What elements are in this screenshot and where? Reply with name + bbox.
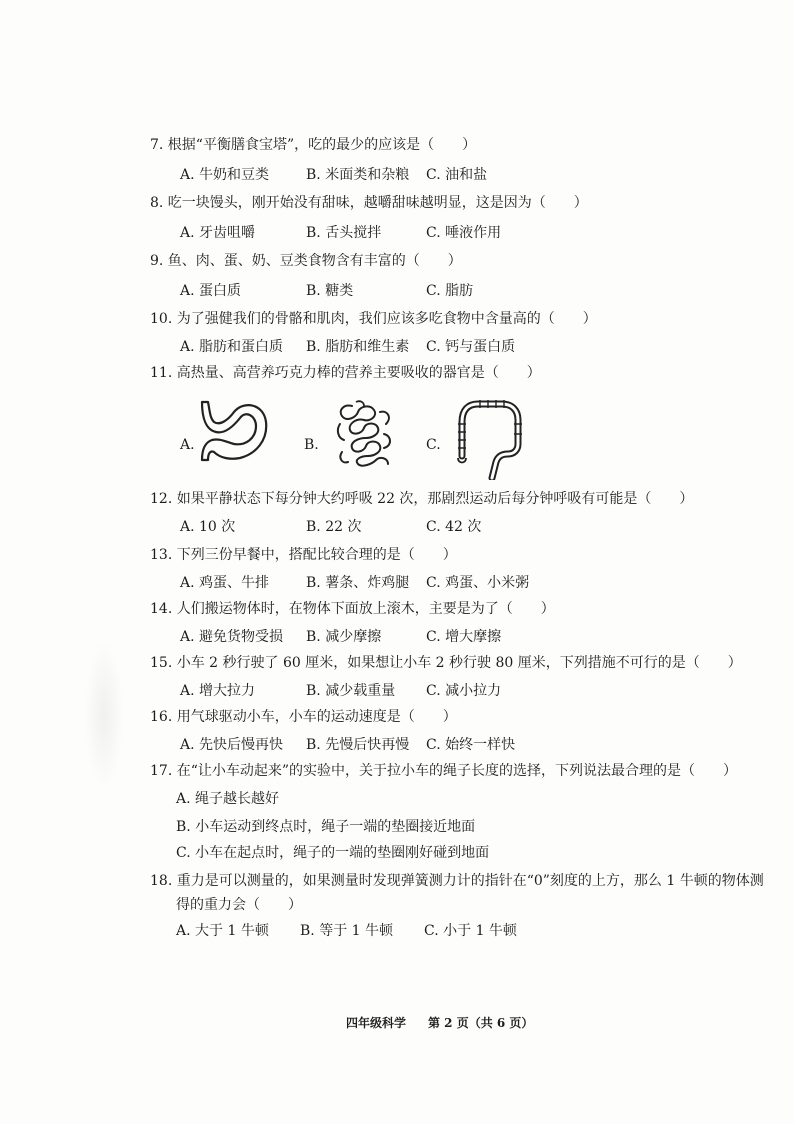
- q17-option-b: B. 小车运动到终点时，绳子一端的垫圈接近地面: [176, 819, 476, 835]
- q12-option-a: A. 10 次: [180, 519, 236, 535]
- q14-option-a: A. 避免货物受损: [180, 629, 284, 645]
- question-10: 10. 为了强健我们的骨骼和肌肉，我们应该多吃食物中含量高的（ ）: [150, 311, 597, 327]
- q7-option-b: B. 米面类和杂粮: [306, 167, 410, 183]
- q18-option-b: B. 等于 1 牛顿: [300, 923, 393, 939]
- q18-option-c: C. 小于 1 牛顿: [424, 923, 517, 939]
- q7-option-c: C. 油和盐: [426, 167, 488, 183]
- q7-option-a: A. 牛奶和豆类: [180, 167, 270, 183]
- question-17: 17. 在“让小车动起来”的实验中，关于拉小车的绳子长度的选择，下列说法最合理的是（ ）: [150, 763, 738, 779]
- question-15: 15. 小车 2 秒行驶了 60 厘米，如果想让小车 2 秒行驶 80 厘米，下列措施不可行的是（ ）: [150, 655, 742, 671]
- q9-option-c: C. 脂肪: [426, 283, 474, 299]
- q16-option-c: C. 始终一样快: [426, 737, 516, 753]
- q14-option-b: B. 减少摩擦: [306, 629, 382, 645]
- q16-option-b: B. 先慢后快再慢: [306, 737, 410, 753]
- q10-option-c: C. 钙与蛋白质: [426, 339, 516, 355]
- question-11: 11. 高热量、高营养巧克力棒的营养主要吸收的器官是（ ）: [150, 365, 541, 381]
- footer-subject: 四年级科学: [346, 1016, 407, 1030]
- q12-option-b: B. 22 次: [306, 519, 362, 535]
- question-8: 8. 吃一块馒头，刚开始没有甜味，越嚼甜味越明显，这是因为（ ）: [150, 195, 588, 211]
- q12-option-c: C. 42 次: [426, 519, 482, 535]
- q17-option-a: A. 绳子越长越好: [176, 791, 280, 807]
- q16-option-a: A. 先快后慢再快: [180, 737, 284, 753]
- question-7: 7. 根据“平衡膳食宝塔”，吃的最少的应该是（ ）: [150, 137, 477, 153]
- q11-option-b: B.: [304, 437, 319, 453]
- q8-option-a: A. 牙齿咀嚼: [180, 225, 256, 241]
- stomach-icon: [200, 398, 276, 468]
- q11-option-c: C.: [426, 437, 441, 453]
- footer-page-number: 第 2 页（共 6 页）: [428, 1016, 534, 1030]
- q13-option-a: A. 鸡蛋、牛排: [180, 575, 270, 591]
- question-18-continued: 得的重力会（ ）: [176, 897, 302, 913]
- question-12: 12. 如果平静状态下每分钟大约呼吸 22 次，那剧烈运动后每分钟呼吸有可能是（ ）: [150, 491, 694, 507]
- question-14: 14. 人们搬运物体时，在物体下面放上滚木，主要是为了（ ）: [150, 601, 555, 617]
- q10-option-a: A. 脂肪和蛋白质: [180, 339, 284, 355]
- question-16: 16. 用气球驱动小车，小车的运动速度是（ ）: [150, 709, 457, 725]
- question-9: 9. 鱼、肉、蛋、奶、豆类食物含有丰富的（ ）: [150, 253, 462, 269]
- small-intestine-icon: [330, 398, 400, 472]
- q9-option-b: B. 糖类: [306, 283, 354, 299]
- large-intestine-icon: [452, 394, 526, 480]
- q17-option-c: C. 小车在起点时，绳子的一端的垫圈刚好碰到地面: [176, 845, 490, 861]
- q13-option-c: C. 鸡蛋、小米粥: [426, 575, 530, 591]
- q11-option-a: A.: [180, 437, 195, 453]
- q14-option-c: C. 增大摩擦: [426, 629, 502, 645]
- q15-option-a: A. 增大拉力: [180, 683, 256, 699]
- q8-option-b: B. 舌头搅拌: [306, 225, 382, 241]
- q15-option-b: B. 减少载重量: [306, 683, 396, 699]
- question-13: 13. 下列三份早餐中，搭配比较合理的是（ ）: [150, 547, 457, 563]
- q10-option-b: B. 脂肪和维生素: [306, 339, 410, 355]
- q15-option-c: C. 减小拉力: [426, 683, 502, 699]
- q13-option-b: B. 薯条、炸鸡腿: [306, 575, 410, 591]
- q18-option-a: A. 大于 1 牛顿: [176, 923, 269, 939]
- question-18: 18. 重力是可以测量的，如果测量时发现弹簧测力计的指针在“0”刻度的上方，那么 1 牛顿的物体测: [150, 873, 764, 889]
- q9-option-a: A. 蛋白质: [180, 283, 242, 299]
- q8-option-c: C. 唾液作用: [426, 225, 502, 241]
- scan-smudge: [84, 640, 124, 790]
